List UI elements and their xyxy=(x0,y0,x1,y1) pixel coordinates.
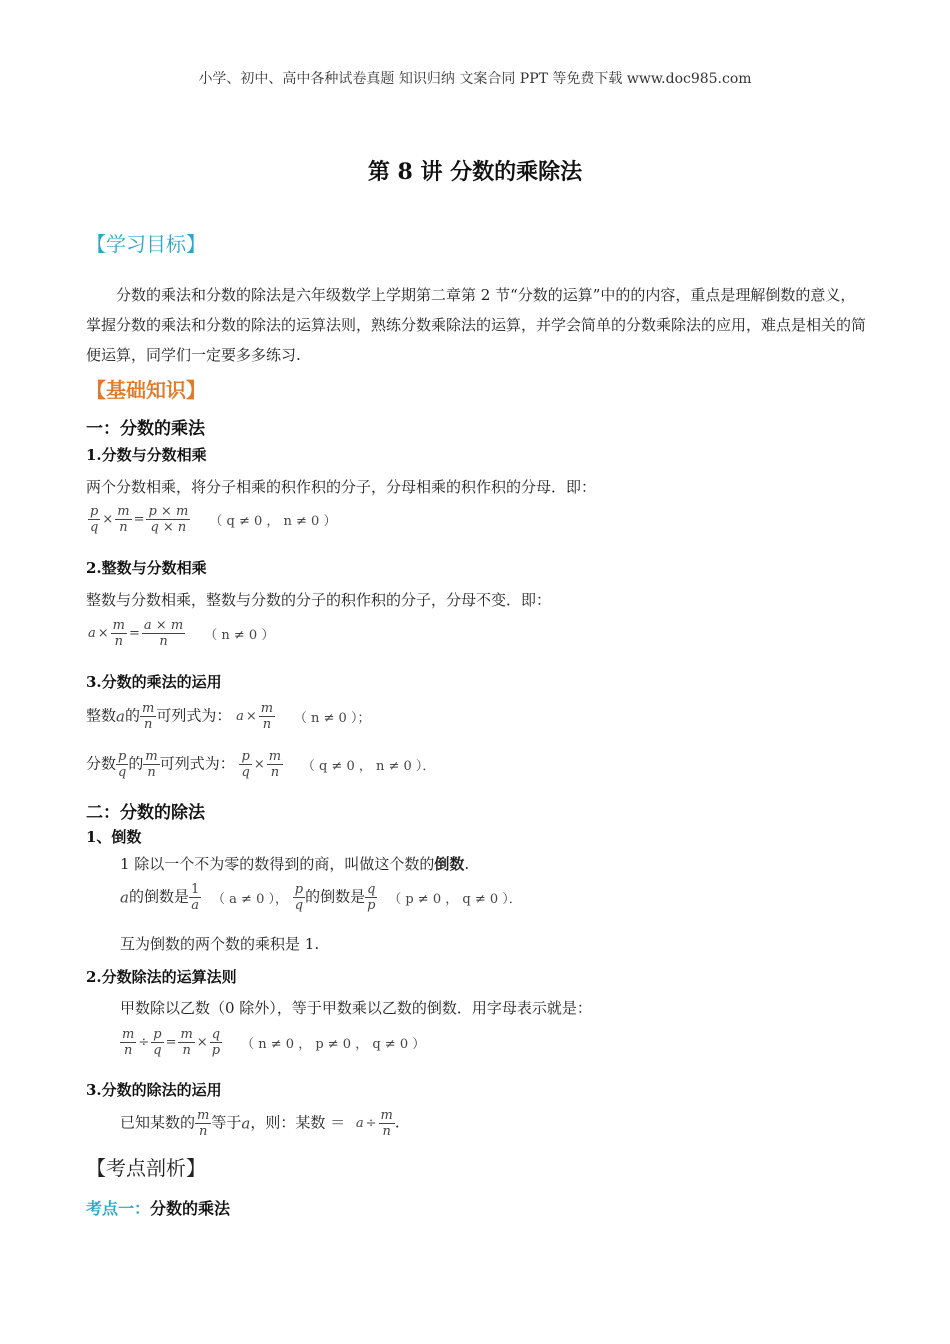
reciprocal-heading: 1、倒数 xyxy=(86,828,142,846)
division-application-heading: 3.分数的除法的运用 xyxy=(86,1081,222,1099)
mult-application-line2: 分数 $\frac{p}{q}$ 的 $\frac{m}{n}$ 可列式为： $\frac{p}{q}$ × $\frac{m}{n}$ （ q ≠ 0 ， n ≠ 0 ）． xyxy=(86,749,436,780)
reciprocal-definition: 1 除以一个不为零的数得到的商，叫做这个数的倒数. xyxy=(120,855,470,873)
analysis-heading: 【考点剖析】 xyxy=(86,1156,206,1180)
division-rule-condition: （ n ≠ 0 ， p ≠ 0 ， q ≠ 0 ） xyxy=(241,1037,426,1052)
int-times-frac-condition: （ n ≠ 0 ） xyxy=(204,628,275,643)
learning-goals-heading: 【学习目标】 xyxy=(86,232,206,256)
reciprocal-product: 互为倒数的两个数的乘积是 1. xyxy=(120,935,320,953)
division-rule-formula: $\frac{m}{n}$ ÷ $\frac{p}{q}$ = $\frac{m}{n}$ × $\frac{q}{p}$ （ n ≠ 0 ， p ≠ 0 ， q ≠ 0 ） xyxy=(122,1027,426,1058)
division-rule-heading: 2.分数除法的运算法则 xyxy=(86,968,237,986)
int-times-frac-formula: a × $\frac{m}{n}$ = $\frac{a \times m}{n}$ （ n ≠ 0 ） xyxy=(88,618,275,649)
int-times-frac-heading: 2.整数与分数相乘 xyxy=(86,559,207,577)
basics-heading: 【基础知识】 xyxy=(86,378,206,402)
reciprocal-formula: a的倒数是 $\frac{1}{a}$ （ a ≠ 0 ）， $\frac{p}{q}$ 的倒数是 $\frac{q}{p}$ （ p ≠ 0 ， q ≠ 0 ）． xyxy=(120,882,522,913)
int-times-frac-text: 整数与分数相乘，整数与分数的分子的积作积的分子，分母不变．即： xyxy=(86,591,552,609)
learning-goals-paragraph: 分数的乘法和分数的除法是六年级数学上学期第二章第 2 节“分数的运算”中的的内容，重点是理解倒数的意义，掌握分数的乘法和分数的除法的运算法则，熟练分数乘除法的运算，并学会简单的分数乘除法的应用，难点是相关的简便运算，同学们一定要多多练习. xyxy=(86,286,867,364)
point-one-heading: 考点一：分数的乘法 xyxy=(86,1199,231,1218)
page-header: 小学、初中、高中各种试卷真题 知识归纳 文案合同 PPT 等免费下载 www.doc985.com xyxy=(198,71,752,87)
multiplication-heading: 一：分数的乘法 xyxy=(86,419,205,439)
division-rule-text: 甲数除以乙数（0 除外），等于甲数乘以乙数的倒数．用字母表示就是： xyxy=(120,999,592,1017)
frac-times-frac-formula: $\frac{p}{q}$ × $\frac{m}{n}$ = $\frac{p \times m}{q \times n}$ （ q ≠ 0 ， n ≠ 0 ） xyxy=(90,504,337,535)
frac-times-frac-text: 两个分数相乘，将分子相乘的积作积的分子，分母相乘的积作积的分母．即： xyxy=(86,478,597,496)
division-heading: 二：分数的除法 xyxy=(86,803,205,823)
division-application-text: 已知某数的 $\frac{m}{n}$ 等于a，则：某数 ＝ a ÷ $\frac{m}{n}$ . xyxy=(120,1108,400,1139)
lecture-title: 第 8 讲 分数的乘除法 xyxy=(367,159,583,185)
frac-times-frac-condition: （ q ≠ 0 ， n ≠ 0 ） xyxy=(209,514,337,529)
mult-application-line1: 整数a的 $\frac{m}{n}$ 可列式为： a × $\frac{m}{n}$ （ n ≠ 0 ）； xyxy=(86,701,371,732)
frac-times-frac-heading: 1.分数与分数相乘 xyxy=(86,446,207,464)
mult-application-heading: 3.分数的乘法的运用 xyxy=(86,673,222,691)
